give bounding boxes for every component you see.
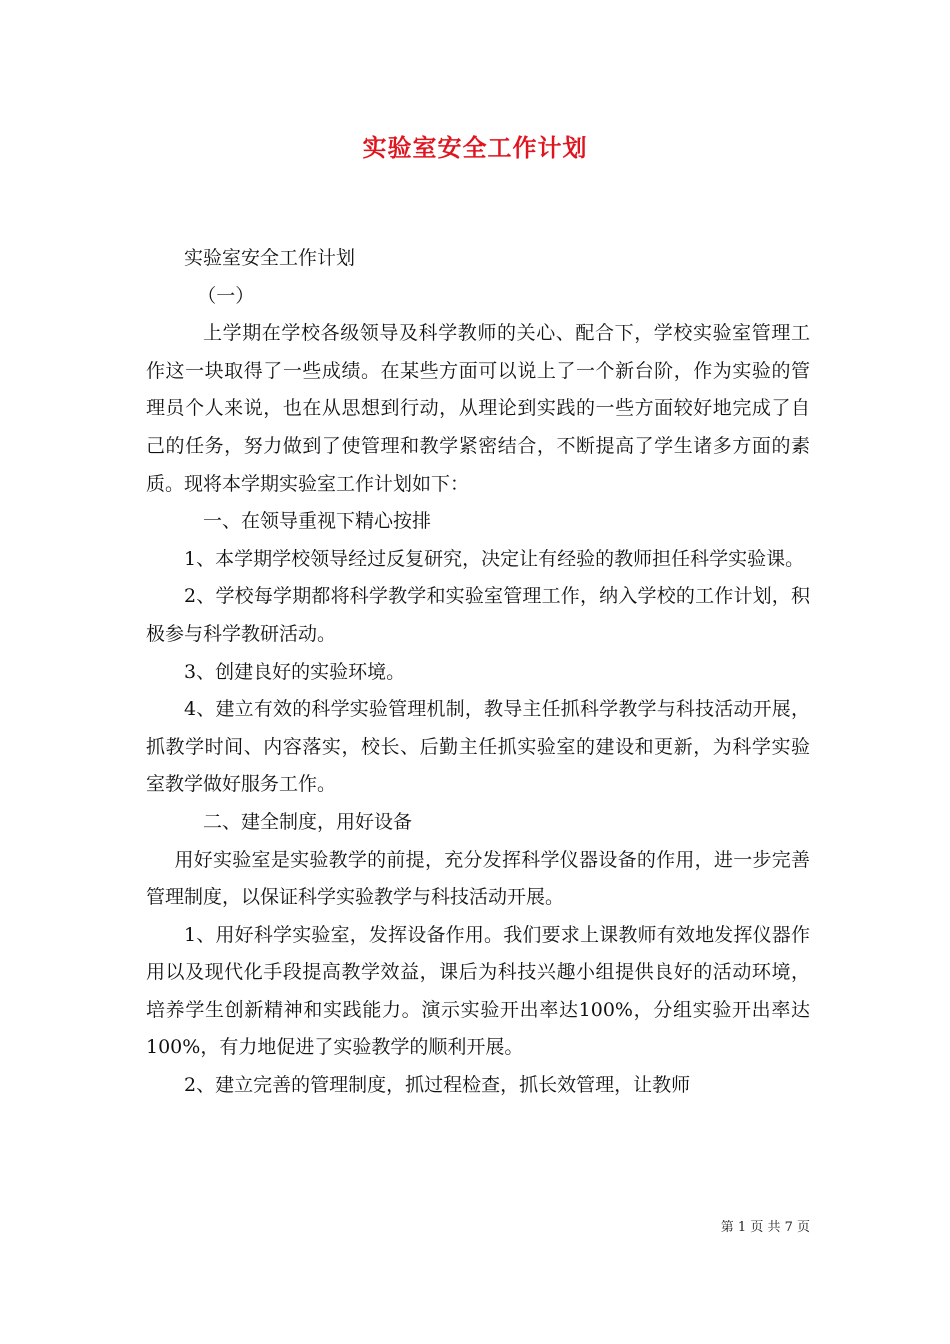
paragraph-item: 1、本学期学校领导经过反复研究，决定让有经验的教师担任科学实验课。 [184, 547, 805, 570]
paragraph-heading-2: 二、建全制度，用好设备 [203, 810, 413, 833]
paragraph-section-number: （一） [197, 284, 255, 307]
paragraph-item: 4、建立有效的科学实验管理机制，教导主任抓科学教学与科技活动开展，抓教学时间、内容落实，校长、后勤主任抓实验室的建设和更新，为科学实验室教学做好服务工作。 [146, 698, 810, 796]
paragraph-heading-1: 一、在领导重视下精心按排 [203, 510, 432, 533]
paragraph-subtitle: 实验室安全工作计划 [184, 247, 356, 269]
document-body [146, 240, 810, 1105]
paragraph-item: 1、用好科学实验室，发挥设备作用。我们要求上课教师有效地发挥仪器作用以及现代化手段提高教学效益，课后为科技兴趣小组提供良好的活动环境，培养学生创新精神和实践能力。演示实验开出率达100%，分组实验开出率达100%，有力地促进了实验教学的顺利开展。 [146, 923, 810, 1059]
document-title: 实验室安全工作计划 [362, 133, 588, 162]
paragraph-item: 3、创建良好的实验环境。 [184, 660, 406, 683]
paragraph-item: 2、学校每学期都将科学教学和实验室管理工作，纳入学校的工作计划，积极参与科学教研活动。 [146, 585, 810, 645]
paragraph-item: 2、建立完善的管理制度，抓过程检查，抓长效管理，让教师 [184, 1074, 691, 1097]
paragraph-intro: 上学期在学校各级领导及科学教师的关心、配合下，学校实验室管理工作这一块取得了一些成绩。在某些方面可以说上了一个新台阶，作为实验的管理员个人来说，也在从思想到行动，从理论到实践的一些方面较好地完成了自己的任务，努力做到了使管理和教学紧密结合，不断提高了学生诸多方面的素质。现将本学期实验室工作计划如下： [146, 322, 810, 495]
paragraph-body: 用好实验室是实验教学的前提，充分发挥科学仪器设备的作用，进一步完善管理制度，以保证科学实验教学与科技活动开展。 [146, 848, 810, 909]
page-footer: 第 1 页 共 7 页 [720, 1220, 810, 1235]
